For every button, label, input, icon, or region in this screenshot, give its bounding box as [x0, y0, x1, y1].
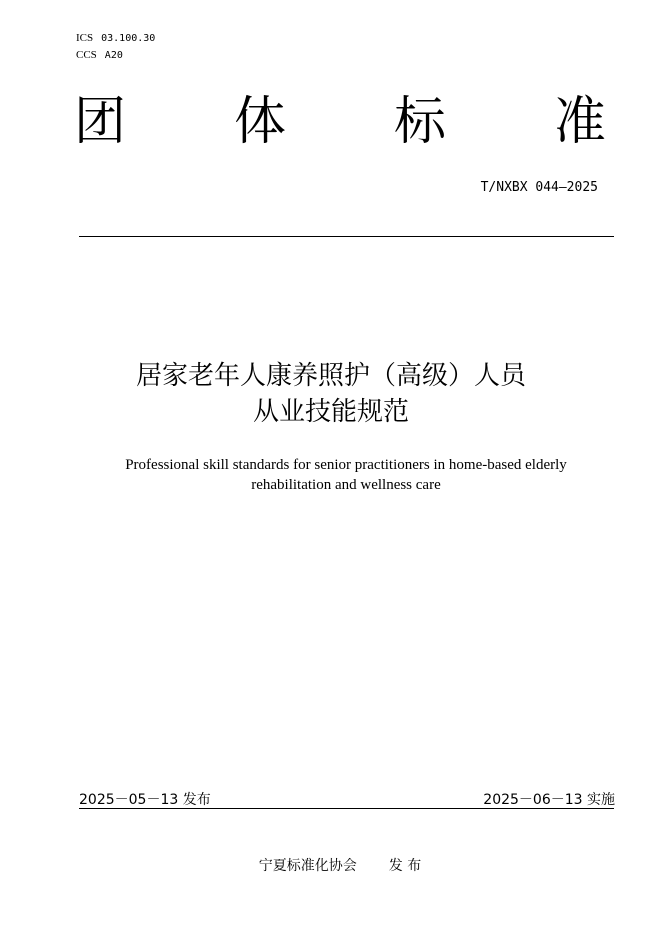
issuer-name: 宁夏标准化协会 [258, 858, 357, 874]
issuing-organization [0, 855, 662, 875]
english-title-line-1: Professional skill standards for senior practitioners in home-based elderly [125, 457, 567, 473]
ccs-classification [76, 48, 123, 63]
issuer-action: 发 布 [388, 858, 422, 874]
title-char: 标 [394, 92, 447, 152]
chinese-title-line-2: 从业技能规范 [252, 397, 409, 427]
header-divider [79, 236, 614, 237]
footer-divider [79, 808, 614, 809]
publish-date: 2025－05－13 发布 [79, 792, 211, 808]
chinese-title-line-1: 居家老年人康养照护（高级）人员 [135, 361, 526, 391]
ccs-label: CCS [76, 49, 97, 61]
title-char: 体 [234, 92, 287, 152]
english-title [0, 455, 662, 495]
english-title-line-2: rehabilitation and wellness care [251, 477, 441, 493]
ics-code: 03.100.30 [101, 33, 156, 44]
ics-label: ICS [76, 32, 94, 44]
document-type-title [74, 92, 610, 152]
ics-classification [76, 31, 155, 46]
standard-number: T/NXBX 044—2025 [480, 180, 598, 195]
ccs-code: A20 [104, 50, 123, 61]
title-char: 团 [74, 92, 127, 152]
title-char: 准 [554, 92, 607, 152]
effective-date: 2025－06－13 实施 [483, 792, 615, 808]
chinese-title [0, 358, 662, 430]
